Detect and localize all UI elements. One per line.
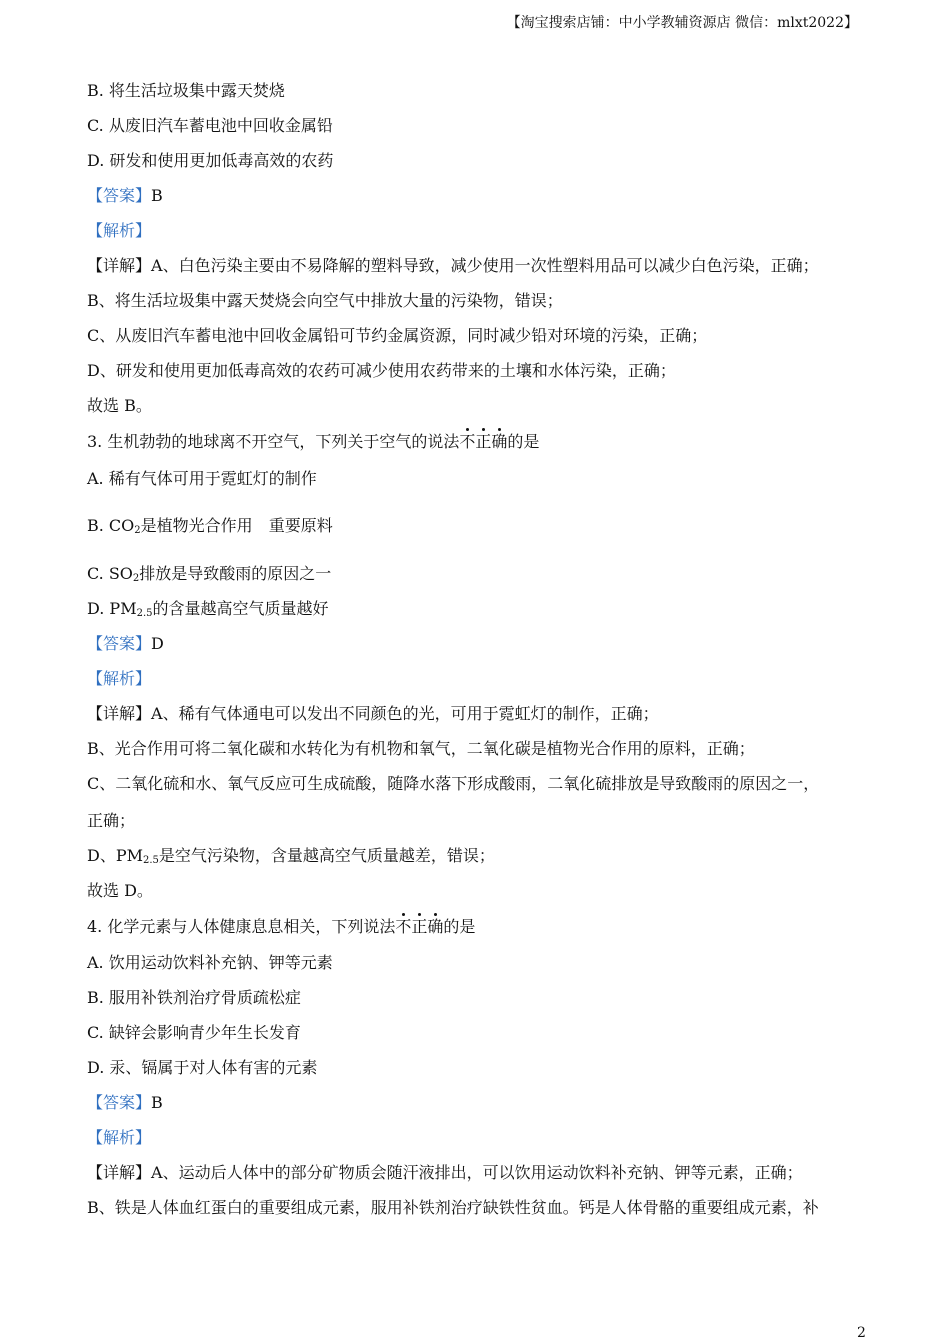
q2-detail-c: C、从废旧汽车蓄电池中回收金属铅可节约金属资源，同时减少铅对环境的污染，正确； — [87, 326, 708, 345]
q3-stem — [87, 431, 539, 453]
subscript: 2.5 — [142, 855, 159, 866]
detail-text: A、白色污染主要由不易降解的塑料导致，减少使用一次性塑料用品可以减少白色污染，正确； — [151, 256, 819, 275]
answer-value: B — [151, 186, 163, 205]
detail-tag: 【详解】 — [87, 256, 152, 275]
q2-detail-b: B、将生活垃圾集中露天焚烧会向空气中排放大量的污染物，错误； — [87, 291, 563, 310]
q3-option-b — [87, 515, 333, 537]
option-prefix: C. SO — [87, 564, 133, 583]
q2-option-b: B. 将生活垃圾集中露天焚烧 — [87, 81, 285, 100]
emphasis-char: 不 — [459, 432, 476, 451]
answer-value: D — [151, 634, 164, 653]
page-number: 2 — [857, 1325, 866, 1341]
q2-option-d: D. 研发和使用更加低毒高效的农药 — [87, 151, 334, 170]
option-text: 的含量越高空气质量越好 — [152, 599, 329, 618]
q4-option-b: B. 服用补铁剂治疗骨质疏松症 — [87, 988, 301, 1007]
q3-detail-a — [87, 703, 659, 725]
q4-detail-a — [87, 1162, 803, 1184]
q2-answer — [87, 185, 163, 207]
answer-value: B — [151, 1093, 163, 1112]
q3-option-d — [87, 598, 329, 620]
detail-text: A、运动后人体中的部分矿物质会随汗液排出，可以饮用运动饮料补充钠、钾等元素，正确； — [151, 1163, 803, 1182]
detail-tag: 【详解】 — [87, 1163, 152, 1182]
option-text: 是植物光合作用 — [140, 516, 253, 535]
option-prefix: D. PM — [87, 599, 137, 618]
stem-text: 的是 — [507, 432, 540, 451]
emphasis-char: 确 — [427, 917, 444, 936]
q2-conclusion: 故选 B。 — [87, 396, 152, 415]
option-prefix: B. CO — [87, 516, 135, 535]
detail-tag: 【详解】 — [87, 704, 152, 723]
answer-tag: 【答案】 — [87, 634, 152, 653]
emphasis-char: 正 — [411, 917, 428, 936]
emphasis-char: 正 — [475, 432, 492, 451]
subscript: 2 — [132, 573, 140, 584]
q3-analysis-tag: 【解析】 — [87, 669, 152, 688]
q4-detail-b: B、铁是人体血红蛋白的重要组成元素，服用补铁剂治疗缺铁性贫血。钙是人体骨骼的重要组成元素，补 — [87, 1198, 819, 1217]
q4-stem — [87, 916, 475, 938]
q3-detail-c2: 正确； — [87, 811, 136, 830]
q3-conclusion: 故选 D。 — [87, 881, 153, 900]
q2-analysis-tag: 【解析】 — [87, 221, 152, 240]
option-text: 排放是导致酸雨的原因之一 — [139, 564, 332, 583]
q4-answer — [87, 1092, 163, 1114]
q2-option-c: C. 从废旧汽车蓄电池中回收金属铅 — [87, 116, 333, 135]
q4-option-d: D. 汞、镉属于对人体有害的元素 — [87, 1058, 318, 1077]
answer-tag: 【答案】 — [87, 186, 152, 205]
q4-analysis-tag: 【解析】 — [87, 1128, 152, 1147]
q3-option-a: A. 稀有气体可用于霓虹灯的制作 — [87, 469, 317, 488]
page-header: 【淘宝搜索店铺：中小学教辅资源店 微信：mlxt2022】 — [506, 15, 858, 31]
emphasis-char: 不 — [395, 917, 412, 936]
q4-option-a: A. 饮用运动饮料补充钠、钾等元素 — [87, 953, 333, 972]
stem-text: 的是 — [443, 917, 476, 936]
emphasis-char: 确 — [491, 432, 508, 451]
option-text: 重要原料 — [268, 516, 333, 535]
q3-option-c — [87, 563, 331, 585]
stem-text: 3. 生机勃勃的地球离不开空气，下列关于空气的说法 — [87, 432, 460, 451]
detail-text: A、稀有气体通电可以发出不同颜色的光，可用于霓虹灯的制作，正确； — [151, 704, 659, 723]
q2-detail-d: D、研发和使用更加低毒高效的农药可减少使用农药带来的土壤和水体污染，正确； — [87, 361, 676, 380]
q2-detail-a — [87, 255, 819, 277]
subscript: 2 — [134, 525, 141, 536]
stem-text: 4. 化学元素与人体健康息息相关，下列说法 — [87, 917, 396, 936]
detail-prefix: D、PM — [87, 846, 143, 865]
q3-answer — [87, 633, 164, 655]
subscript: 2.5 — [136, 608, 153, 619]
q3-detail-b: B、光合作用可将二氧化碳和水转化为有机物和氧气，二氧化碳是植物光合作用的原料，正确； — [87, 739, 755, 758]
answer-tag: 【答案】 — [87, 1093, 152, 1112]
detail-text: 是空气污染物，含量越高空气质量越差，错误； — [158, 846, 495, 865]
q4-option-c: C. 缺锌会影响青少年生长发育 — [87, 1023, 301, 1042]
q3-detail-c1: C、二氧化硫和水、氧气反应可生成硫酸，随降水落下形成酸雨，二氧化硫排放是导致酸雨的原因之一， — [87, 774, 820, 793]
q3-detail-d — [87, 845, 495, 867]
